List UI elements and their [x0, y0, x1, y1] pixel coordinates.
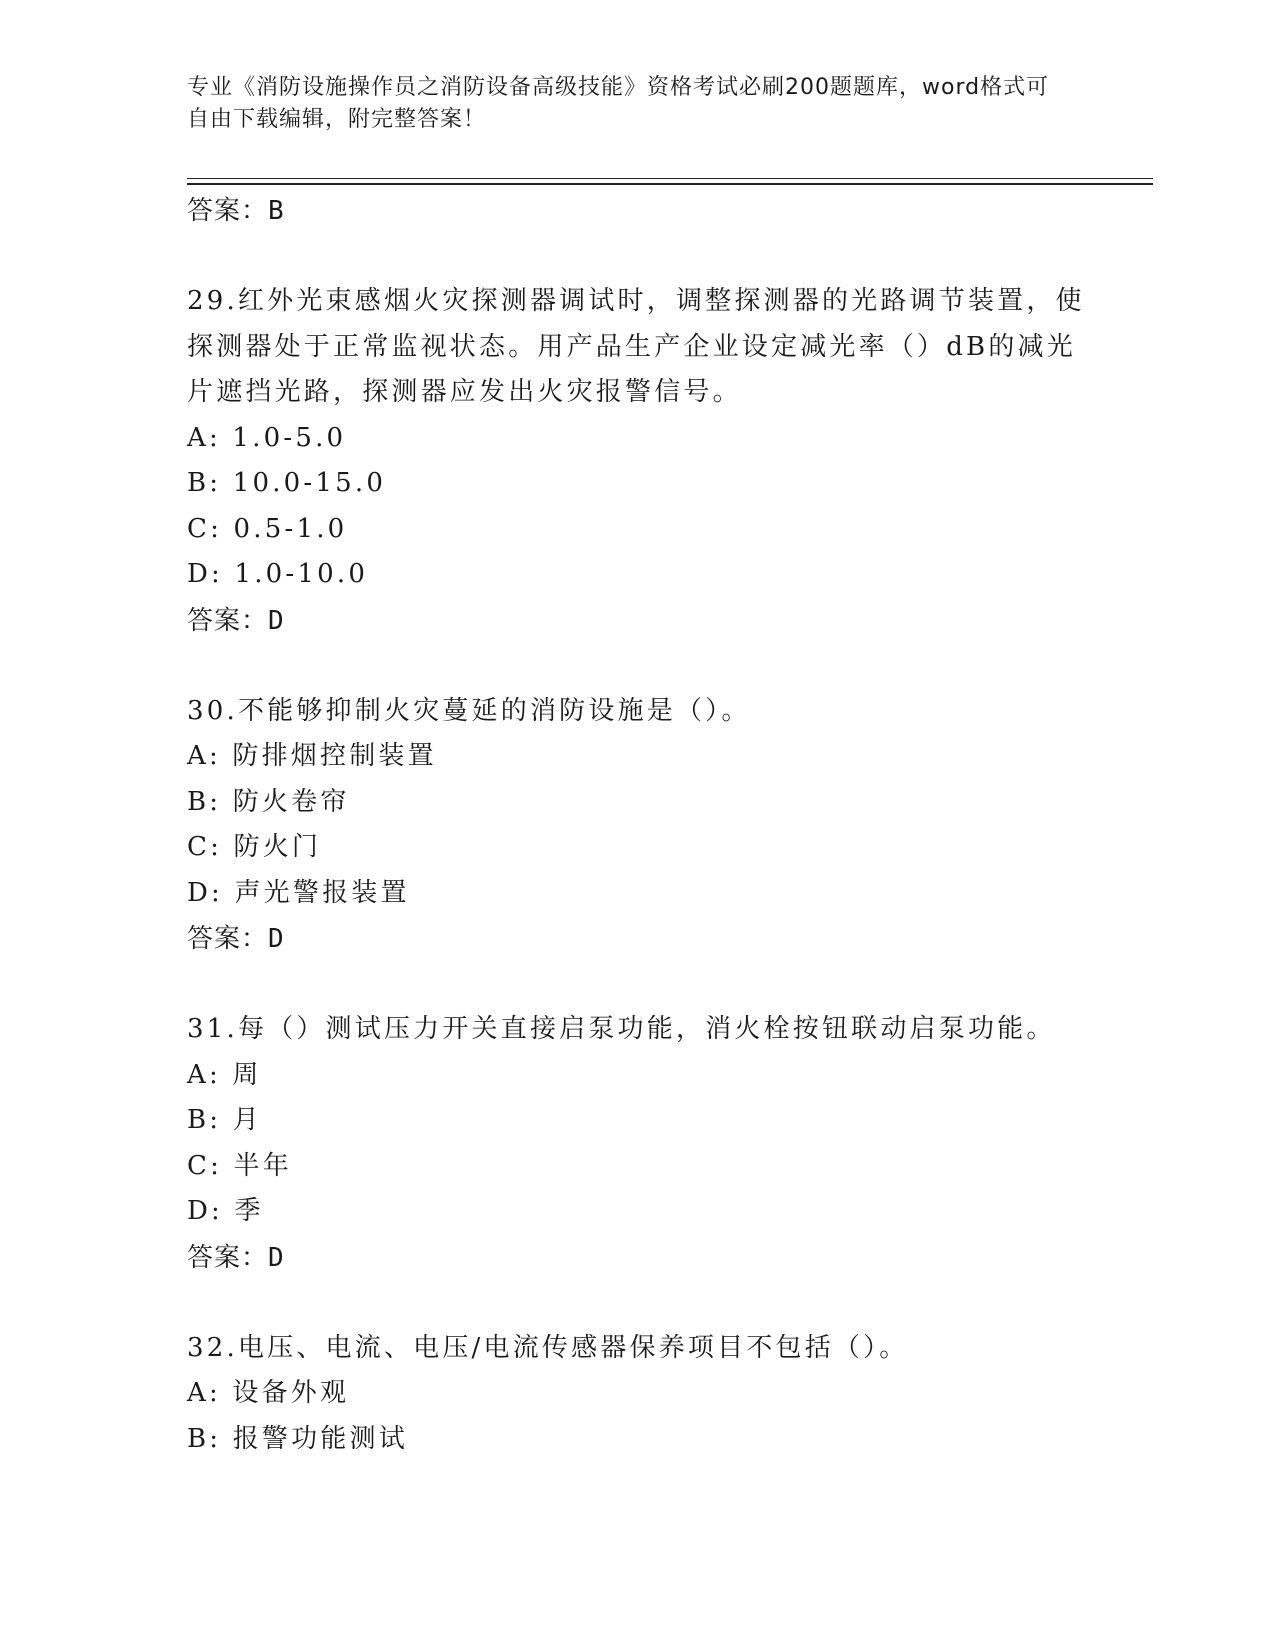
- question-text: 32.电压、电流、电压/电流传感器保养项目不包括（）。: [187, 1332, 909, 1363]
- option-d: D: 声光警报装置: [187, 877, 410, 908]
- option-b: B: 防火卷帘: [187, 786, 350, 817]
- question-item: [187, 689, 1087, 963]
- option-d: D: 1.0-10.0: [187, 559, 369, 589]
- question-item: [187, 1326, 1087, 1463]
- answer-label: 答案：: [187, 196, 269, 226]
- answer-value: D: [268, 924, 285, 954]
- option-a: A: 周: [187, 1059, 262, 1090]
- option-b: B: 10.0-15.0: [187, 468, 387, 498]
- document-header: 专业《消防设施操作员之消防设备高级技能》资格考试必刷200题题库，word格式可自由下载编辑，附完整答案！: [187, 75, 1050, 132]
- header-divider-thin: [187, 178, 1153, 179]
- option-c: C: 半年: [187, 1150, 292, 1181]
- answer-label: 答案：: [187, 1242, 269, 1273]
- option-a: A: 设备外观: [187, 1378, 350, 1408]
- question-item: [187, 1007, 1087, 1281]
- option-c: C: 0.5-1.0: [187, 513, 348, 544]
- answer-label: 答案：: [187, 924, 269, 954]
- option-a: A: 防排烟控制装置: [187, 741, 437, 771]
- question-text: 31.每（）测试压力开关直接启泵功能，消火栓按钮联动启泵功能。: [187, 1014, 1056, 1044]
- option-d: D: 季: [187, 1196, 264, 1226]
- answer-value: B: [268, 196, 285, 226]
- option-c: C: 防火门: [187, 832, 322, 862]
- answer-value: D: [268, 605, 285, 636]
- option-b: B: 报警功能测试: [187, 1423, 408, 1454]
- answer-line: [187, 188, 1087, 234]
- answer-line: [187, 1235, 1087, 1281]
- answer-line: [187, 916, 1087, 962]
- answer-line: [187, 598, 1087, 644]
- question-list: [187, 188, 1087, 1462]
- question-text: 30.不能够抑制火灾蔓延的消防设施是（）。: [187, 695, 751, 726]
- question-item: [187, 279, 1087, 644]
- option-a: A: 1.0-5.0: [187, 422, 347, 453]
- answer-label: 答案：: [187, 605, 269, 636]
- question-text: 29.红外光束感烟火灾探测器调试时，调整探测器的光路调节装置，使探测器处于正常监视状态。用产品生产企业设定减光率（）dB的减光片遮挡光路，探测器应发出火灾报警信号。: [187, 286, 1085, 407]
- option-b: B: 月: [187, 1105, 262, 1135]
- answer-value: D: [268, 1242, 285, 1273]
- header-divider-thick: [187, 183, 1153, 185]
